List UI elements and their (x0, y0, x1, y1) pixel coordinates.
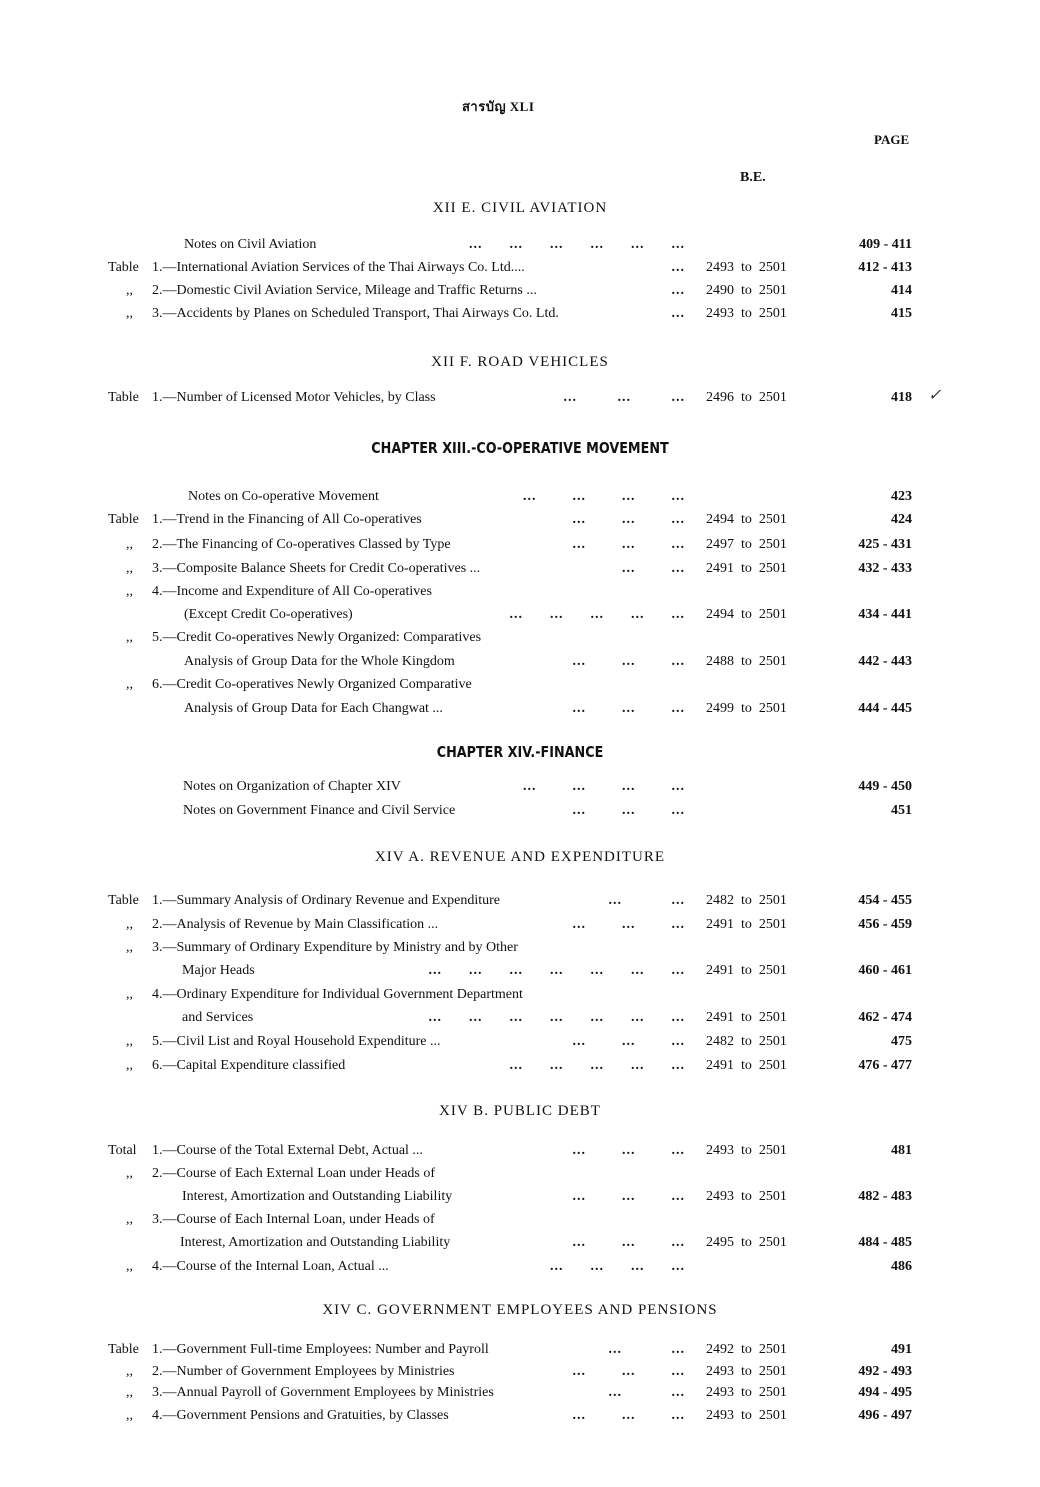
toc-row (0, 1212, 1040, 1232)
be-column-heading: B.E. (740, 170, 766, 185)
toc-row-title: 1.—Summary Analysis of Ordinary Revenue and Expenditure (152, 893, 500, 908)
toc-row-title: Notes on Co-operative Movement (188, 489, 379, 504)
toc-row (0, 237, 1040, 257)
toc-row (0, 1166, 1040, 1186)
toc-row (0, 893, 1040, 913)
toc-row-leader-dots: ... ... (608, 1385, 685, 1400)
toc-row-years: 2496 to 2501 (706, 390, 787, 405)
toc-row-years: 2491 to 2501 (706, 1058, 787, 1073)
toc-row-label: Table (108, 512, 139, 527)
toc-row-pages: 494 - 495 (858, 1385, 912, 1400)
toc-row-label: ,, (126, 1166, 133, 1181)
toc-row-leader-dots: ... ... (622, 561, 685, 576)
toc-row (0, 779, 1040, 799)
toc-row-title: Interest, Amortization and Outstanding Liability (182, 1189, 453, 1204)
toc-row-leader-dots: ... ... ... ... ... (509, 1058, 685, 1073)
toc-row-title: 4.—Income and Expenditure of All Co-operatives (152, 584, 432, 599)
toc-row-label: ,, (126, 584, 133, 599)
toc-row-label: ,, (126, 987, 133, 1002)
toc-row-leader-dots: ... ... ... ... ... (509, 607, 685, 622)
toc-row-label: ,, (126, 537, 133, 552)
toc-row (0, 1385, 1040, 1405)
toc-row-leader-dots: ... ... ... ... (550, 1259, 685, 1274)
toc-row-pages: 449 - 450 (858, 779, 912, 794)
toc-row-title: 3.—Composite Balance Sheets for Credit Co-operatives ... (152, 561, 481, 576)
toc-row-years: 2494 to 2501 (706, 607, 787, 622)
toc-row-pages: 484 - 485 (858, 1235, 912, 1250)
toc-row (0, 917, 1040, 937)
toc-row-title: 5.—Credit Co-operatives Newly Organized: Comparatives (152, 630, 482, 645)
toc-row-title: 4.—Ordinary Expenditure for Individual Government Department (152, 987, 523, 1002)
toc-row-label: ,, (126, 1364, 133, 1379)
toc-row-title: Major Heads (182, 963, 255, 978)
toc-row (0, 677, 1040, 697)
toc-row (0, 1034, 1040, 1054)
toc-row-label: ,, (126, 940, 133, 955)
toc-row-years: 2482 to 2501 (706, 893, 787, 908)
toc-row (0, 701, 1040, 721)
toc-row-pages: 412 - 413 (858, 260, 912, 275)
toc-row-label: ,, (126, 1259, 133, 1274)
section-heading-road-vehicles: XII F. ROAD VEHICLES (431, 354, 609, 370)
toc-row-pages: 492 - 493 (858, 1364, 912, 1379)
toc-row-leader-dots: ... ... ... ... (523, 489, 685, 504)
toc-row (0, 1143, 1040, 1163)
toc-row (0, 537, 1040, 557)
toc-row (0, 963, 1040, 983)
toc-row-years: 2493 to 2501 (706, 306, 787, 321)
toc-row (0, 987, 1040, 1007)
toc-row-pages: 451 (891, 803, 912, 818)
page-header-thai: สารบัญ XLI (462, 99, 535, 114)
toc-row-leader-dots: ... ... ... (572, 512, 685, 527)
toc-row-leader-dots: ... ... ... (572, 1364, 685, 1379)
toc-row-pages: 409 - 411 (859, 237, 912, 252)
toc-row-label: ,, (126, 283, 133, 298)
toc-row-pages: 475 (891, 1034, 912, 1049)
toc-row-pages: 460 - 461 (858, 963, 912, 978)
toc-row-leader-dots: ... ... (608, 893, 685, 908)
toc-row-title: Notes on Government Finance and Civil Service (183, 803, 456, 818)
toc-row-title: 2.—Analysis of Revenue by Main Classification ... (152, 917, 439, 932)
toc-row (0, 1189, 1040, 1209)
toc-row (0, 561, 1040, 581)
toc-row-pages: 482 - 483 (858, 1189, 912, 1204)
toc-row-label: Table (108, 1342, 139, 1357)
page-column-heading: PAGE (874, 132, 910, 147)
toc-row-years: 2493 to 2501 (706, 1408, 787, 1423)
toc-row (0, 1235, 1040, 1255)
toc-row-leader-dots: ... ... ... (572, 1235, 685, 1250)
section-heading-revenue-expenditure: XIV A. REVENUE AND EXPENDITURE (374, 849, 666, 865)
toc-row-years: 2494 to 2501 (706, 512, 787, 527)
toc-row-leader-dots: ... ... ... (572, 654, 685, 669)
chapter-heading-cooperative: CHAPTER XIII.-CO-OPERATIVE MOVEMENT (371, 439, 669, 457)
toc-row-title: 1.—Course of the Total External Debt, Actual ... (152, 1143, 423, 1158)
toc-row-pages: 425 - 431 (858, 537, 912, 552)
toc-row-years: 2490 to 2501 (706, 283, 787, 298)
toc-row-years: 2488 to 2501 (706, 654, 787, 669)
toc-row-title: and Services (182, 1010, 254, 1025)
toc-row-leader-dots: ... ... ... (572, 701, 685, 716)
toc-row (0, 283, 1040, 303)
toc-row-leader-dots: ... (671, 306, 685, 321)
toc-row (0, 607, 1040, 627)
toc-row-title: 2.—The Financing of Co-operatives Classed by Type (152, 537, 451, 552)
toc-row-years: 2482 to 2501 (706, 1034, 787, 1049)
toc-row-pages: 444 - 445 (858, 701, 912, 716)
toc-row-leader-dots: ... ... ... ... ... ... ... (428, 1010, 685, 1025)
toc-row-leader-dots: ... ... ... (572, 1189, 685, 1204)
section-heading-civil-aviation: XII E. CIVIL AVIATION (432, 200, 608, 216)
toc-row-years: 2491 to 2501 (706, 917, 787, 932)
toc-row-label: ,, (126, 677, 133, 692)
toc-row-pages: 491 (891, 1342, 912, 1357)
toc-row (0, 1408, 1040, 1428)
toc-row-leader-dots: ... ... (608, 1342, 685, 1357)
toc-row-leader-dots: ... ... ... ... ... ... (469, 237, 685, 252)
toc-row-label: ,, (126, 1408, 133, 1423)
toc-row-leader-dots: ... (671, 260, 685, 275)
toc-row-leader-dots: ... ... ... ... ... ... ... (428, 963, 685, 978)
toc-row-label: ,, (126, 630, 133, 645)
toc-row-leader-dots: ... ... ... (572, 537, 685, 552)
toc-row-pages: 496 - 497 (858, 1408, 912, 1423)
toc-row-title: 3.—Summary of Ordinary Expenditure by Ministry and by Other (152, 940, 518, 955)
toc-row (0, 390, 1040, 410)
toc-row-title: 2.—Number of Government Employees by Ministries (152, 1364, 455, 1379)
toc-row (0, 306, 1040, 326)
toc-row-years: 2493 to 2501 (706, 1385, 787, 1400)
toc-row-label: Table (108, 390, 139, 405)
toc-row (0, 512, 1040, 532)
toc-row-leader-dots: ... ... ... ... (523, 779, 685, 794)
section-heading-govt-employees: XIV C. GOVERNMENT EMPLOYEES AND PENSIONS (322, 1302, 718, 1318)
toc-row (0, 584, 1040, 604)
toc-row-title: Analysis of Group Data for the Whole Kingdom (184, 654, 455, 669)
toc-row-title: 2.—Course of Each External Loan under Heads of (152, 1166, 436, 1181)
toc-row-leader-dots: ... (671, 283, 685, 298)
toc-row-label: ,, (126, 917, 133, 932)
toc-row-years: 2493 to 2501 (706, 1143, 787, 1158)
toc-row (0, 260, 1040, 280)
toc-row-label: ,, (126, 306, 133, 321)
toc-row-label: ,, (126, 1058, 133, 1073)
toc-row-label: ,, (126, 1212, 133, 1227)
toc-row-title: Analysis of Group Data for Each Changwat ... (184, 701, 443, 716)
toc-row-pages: 434 - 441 (858, 607, 912, 622)
toc-row-years: 2497 to 2501 (706, 537, 787, 552)
toc-row-years: 2493 to 2501 (706, 1364, 787, 1379)
toc-row-years: 2499 to 2501 (706, 701, 787, 716)
toc-row-years: 2492 to 2501 (706, 1342, 787, 1357)
toc-row-label: Total (108, 1143, 137, 1158)
toc-row-leader-dots: ... ... ... (572, 1143, 685, 1158)
toc-row (0, 1010, 1040, 1030)
toc-row (0, 630, 1040, 650)
toc-row (0, 803, 1040, 823)
section-heading-public-debt: XIV B. PUBLIC DEBT (439, 1103, 601, 1119)
toc-row-leader-dots: ... ... ... (572, 917, 685, 932)
checkmark-annotation: ✓ (928, 387, 942, 404)
toc-row-title: 1.—Government Full-time Employees: Number and Payroll (152, 1342, 489, 1357)
toc-row-years: 2491 to 2501 (706, 1010, 787, 1025)
toc-row (0, 1342, 1040, 1362)
toc-row-title: 1.—Trend in the Financing of All Co-operatives (152, 512, 422, 527)
toc-row-title: 6.—Capital Expenditure classified (152, 1058, 346, 1073)
toc-row-leader-dots: ... ... ... (572, 1034, 685, 1049)
toc-row-title: 2.—Domestic Civil Aviation Service, Mileage and Traffic Returns ... (152, 283, 537, 298)
toc-row-pages: 462 - 474 (858, 1010, 912, 1025)
chapter-heading-finance: CHAPTER XIV.-FINANCE (436, 743, 604, 761)
toc-row (0, 1259, 1040, 1279)
toc-row-label: ,, (126, 1385, 133, 1400)
toc-row-pages: 486 (891, 1259, 912, 1274)
toc-row-years: 2491 to 2501 (706, 561, 787, 576)
toc-row-title: 1.—International Aviation Services of the Thai Airways Co. Ltd.... (152, 260, 525, 275)
toc-row-title: 3.—Annual Payroll of Government Employees by Ministries (152, 1385, 494, 1400)
toc-row-pages: 414 (891, 283, 912, 298)
toc-row-pages: 454 - 455 (858, 893, 912, 908)
toc-row-title: 3.—Accidents by Planes on Scheduled Transport, Thai Airways Co. Ltd. (152, 306, 559, 321)
toc-row-title: Notes on Organization of Chapter XIV (183, 779, 401, 794)
toc-row-title: 4.—Course of the Internal Loan, Actual ... (152, 1259, 389, 1274)
toc-row (0, 654, 1040, 674)
toc-row (0, 1058, 1040, 1078)
toc-row-label: ,, (126, 561, 133, 576)
toc-row-leader-dots: ... ... ... (572, 803, 685, 818)
toc-row-title: 4.—Government Pensions and Gratuities, by Classes (152, 1408, 449, 1423)
toc-row-title: Notes on Civil Aviation (184, 237, 317, 252)
toc-row-title: (Except Credit Co-operatives) (184, 607, 353, 622)
toc-row-pages: 432 - 433 (858, 561, 912, 576)
toc-row-pages: 476 - 477 (858, 1058, 912, 1073)
toc-row-title: 1.—Number of Licensed Motor Vehicles, by Class (152, 390, 436, 405)
toc-row-title: 3.—Course of Each Internal Loan, under Heads of (152, 1212, 435, 1227)
toc-row-label: Table (108, 260, 139, 275)
toc-row-years: 2493 to 2501 (706, 260, 787, 275)
toc-row-pages: 456 - 459 (858, 917, 912, 932)
toc-row-years: 2493 to 2501 (706, 1189, 787, 1204)
toc-row-years: 2491 to 2501 (706, 963, 787, 978)
toc-row-label: Table (108, 893, 139, 908)
toc-row-pages: 415 (891, 306, 912, 321)
toc-row-title: Interest, Amortization and Outstanding Liability (180, 1235, 451, 1250)
toc-row-pages: 442 - 443 (858, 654, 912, 669)
toc-row-years: 2495 to 2501 (706, 1235, 787, 1250)
toc-row-label: ,, (126, 1034, 133, 1049)
toc-row (0, 1364, 1040, 1384)
toc-row-pages: 423 (891, 489, 912, 504)
toc-row-pages: 424 (891, 512, 912, 527)
toc-row-leader-dots: ... ... ... (572, 1408, 685, 1423)
toc-row-pages: 418 (891, 390, 912, 405)
toc-row-leader-dots: ... ... ... (563, 390, 685, 405)
toc-row-title: 5.—Civil List and Royal Household Expenditure ... (152, 1034, 441, 1049)
toc-row (0, 489, 1040, 509)
toc-row-title: 6.—Credit Co-operatives Newly Organized Comparative (152, 677, 472, 692)
toc-row-pages: 481 (891, 1143, 912, 1158)
toc-row (0, 940, 1040, 960)
